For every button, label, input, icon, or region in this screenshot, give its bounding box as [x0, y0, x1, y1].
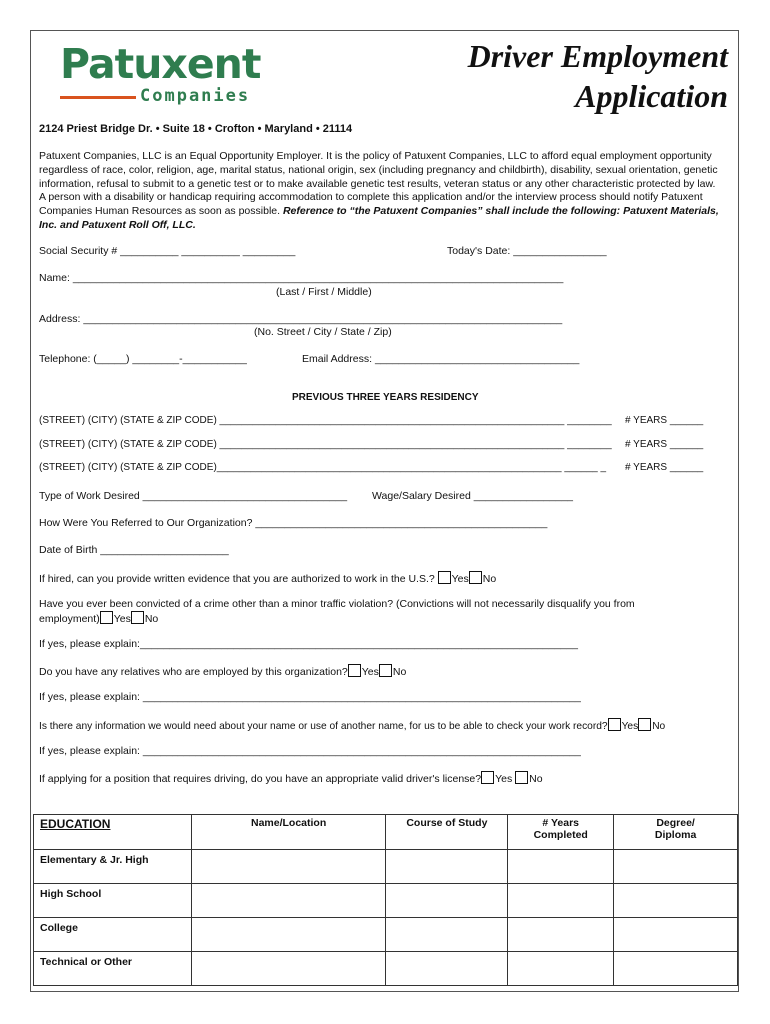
license-question	[39, 771, 543, 785]
education-cell[interactable]	[508, 850, 614, 884]
convicted-no-checkbox[interactable]	[131, 611, 144, 624]
convicted-question-line1: Have you ever been convicted of a crime other than a minor traffic violation? (Convictions will not necessarily disqualify you from	[39, 598, 635, 610]
education-cell[interactable]	[508, 884, 614, 918]
eeo-text: Patuxent Companies, LLC is an Equal Opportunity Employer. It is the policy of Patuxent Companies, LLC to afford equal employment opportunity regardless of race, color, religion, age, marital status, national origin, sex (including pregnancy and childbirth), disability, sexual orientation, genetic information, refusal to submit to a genetic test or to make available genetic test results, veteran status or any other characteristic protected by law. A person with a disability or handicap requiring accommodation to complete this application and/or the interview process should notify Patuxent Companies Human Resources as soon as possible.	[39, 150, 718, 218]
address-field[interactable]: Address: __________________________________________________________________________________	[39, 313, 563, 325]
referred-field[interactable]: How Were You Referred to Our Organization? __________________________________________________	[39, 517, 548, 529]
other-name-question	[39, 718, 665, 732]
education-row-label: College	[34, 918, 192, 952]
education-row	[34, 884, 738, 918]
column-header: Course of Study	[386, 815, 508, 850]
license-text: If applying for a position that requires driving, do you have an appropriate valid driver's license?	[39, 773, 482, 785]
education-row-label: High School	[34, 884, 192, 918]
column-header: # Years Completed	[508, 815, 614, 850]
education-cell[interactable]	[614, 952, 738, 986]
education-heading: EDUCATION	[34, 815, 192, 850]
education-table	[33, 814, 738, 986]
relatives-yes-checkbox[interactable]	[348, 664, 361, 677]
logo-accent-bar	[60, 96, 136, 99]
education-cell[interactable]	[614, 850, 738, 884]
convicted-explain-field[interactable]: If yes, please explain:___________________________________________________________________________	[39, 638, 578, 650]
authorized-no-checkbox[interactable]	[469, 571, 482, 584]
education-cell[interactable]	[386, 850, 508, 884]
convicted-text: employment)	[39, 613, 100, 625]
wage-field[interactable]: Wage/Salary Desired _________________	[372, 490, 574, 502]
residency-row[interactable]: (STREET) (CITY) (STATE & ZIP CODE)______________________________________________________________ ______ _	[39, 462, 607, 473]
company-logo-sub: Companies	[140, 86, 251, 106]
education-row	[34, 918, 738, 952]
name-hint: (Last / First / Middle)	[276, 286, 372, 298]
column-header: Degree/ Diploma	[614, 815, 738, 850]
eeo-emphasis: Reference to “the Patuxent Companies” shall include the following: Patuxent Materials, Inc. and Patuxent Roll Off, LLC.	[39, 205, 719, 231]
education-cell[interactable]	[614, 884, 738, 918]
name-field[interactable]: Name: ____________________________________________________________________________________	[39, 272, 564, 284]
email-field[interactable]: Email Address: ___________________________________	[302, 353, 580, 365]
education-cell[interactable]	[508, 918, 614, 952]
residency-years[interactable]: # YEARS ______	[625, 415, 704, 426]
work-desired-field[interactable]: Type of Work Desired ___________________________________	[39, 490, 348, 502]
form-title-line1: Driver Employment	[467, 38, 728, 74]
residency-row[interactable]: (STREET) (CITY) (STATE & ZIP CODE) ______________________________________________________________ ________	[39, 415, 612, 426]
education-header-row	[34, 815, 738, 850]
authorized-text: If hired, can you provide written evidence that you are authorized to work in the U.S.?	[39, 573, 435, 585]
yes-label: Yes	[361, 666, 379, 678]
education-row-label: Elementary & Jr. High	[34, 850, 192, 884]
yes-label: Yes	[621, 721, 639, 732]
eeo-statement	[39, 150, 719, 233]
residency-years[interactable]: # YEARS ______	[625, 439, 704, 450]
relatives-text: Do you have any relatives who are employed by this organization?	[39, 666, 348, 678]
education-cell[interactable]	[508, 952, 614, 986]
no-label: No	[392, 666, 407, 678]
company-address: 2124 Priest Bridge Dr. • Suite 18 • Crofton • Maryland • 21114	[39, 123, 353, 135]
education-cell[interactable]	[386, 952, 508, 986]
license-no-checkbox[interactable]	[515, 771, 528, 784]
company-logo: Patuxent	[60, 40, 261, 88]
convicted-question-line2	[39, 611, 158, 625]
yes-label: Yes	[113, 613, 131, 625]
education-row	[34, 850, 738, 884]
education-cell[interactable]	[191, 952, 386, 986]
convicted-yes-checkbox[interactable]	[100, 611, 113, 624]
address-hint: (No. Street / City / State / Zip)	[254, 326, 392, 338]
telephone-field[interactable]: Telephone: (_____) ________-___________	[39, 353, 247, 365]
ssn-field[interactable]: Social Security # __________ __________ _________	[39, 245, 296, 257]
residency-heading: PREVIOUS THREE YEARS RESIDENCY	[292, 392, 479, 403]
relatives-no-checkbox[interactable]	[379, 664, 392, 677]
education-row-label: Technical or Other	[34, 952, 192, 986]
relatives-question	[39, 664, 406, 678]
other-name-text: Is there any information we would need about your name or use of another name, for us to be able to check your work record?	[39, 721, 608, 732]
no-label: No	[529, 773, 543, 785]
education-cell[interactable]	[386, 884, 508, 918]
authorized-question	[39, 571, 496, 585]
residency-years[interactable]: # YEARS ______	[625, 462, 704, 473]
other-name-yes-checkbox[interactable]	[608, 718, 621, 731]
other-name-no-checkbox[interactable]	[638, 718, 651, 731]
relatives-explain-field[interactable]: If yes, please explain: ___________________________________________________________________________	[39, 691, 581, 703]
residency-row[interactable]: (STREET) (CITY) (STATE & ZIP CODE) ______________________________________________________________ ________	[39, 439, 612, 450]
authorized-yes-checkbox[interactable]	[438, 571, 451, 584]
todays-date-field[interactable]: Today's Date: ________________	[447, 245, 607, 257]
education-cell[interactable]	[614, 918, 738, 952]
no-label: No	[482, 573, 497, 585]
education-cell[interactable]	[386, 918, 508, 952]
no-label: No	[144, 613, 159, 625]
column-header: Name/Location	[191, 815, 386, 850]
no-label: No	[652, 721, 666, 732]
other-name-explain-field[interactable]: If yes, please explain: ___________________________________________________________________________	[39, 745, 581, 757]
education-row	[34, 952, 738, 986]
yes-label: Yes	[451, 573, 469, 585]
dob-field[interactable]: Date of Birth ______________________	[39, 544, 229, 556]
education-cell[interactable]	[191, 850, 386, 884]
license-yes-checkbox[interactable]	[481, 771, 494, 784]
yes-label: Yes	[495, 773, 513, 785]
education-cell[interactable]	[191, 884, 386, 918]
form-title-line2: Application	[575, 78, 728, 114]
education-cell[interactable]	[191, 918, 386, 952]
